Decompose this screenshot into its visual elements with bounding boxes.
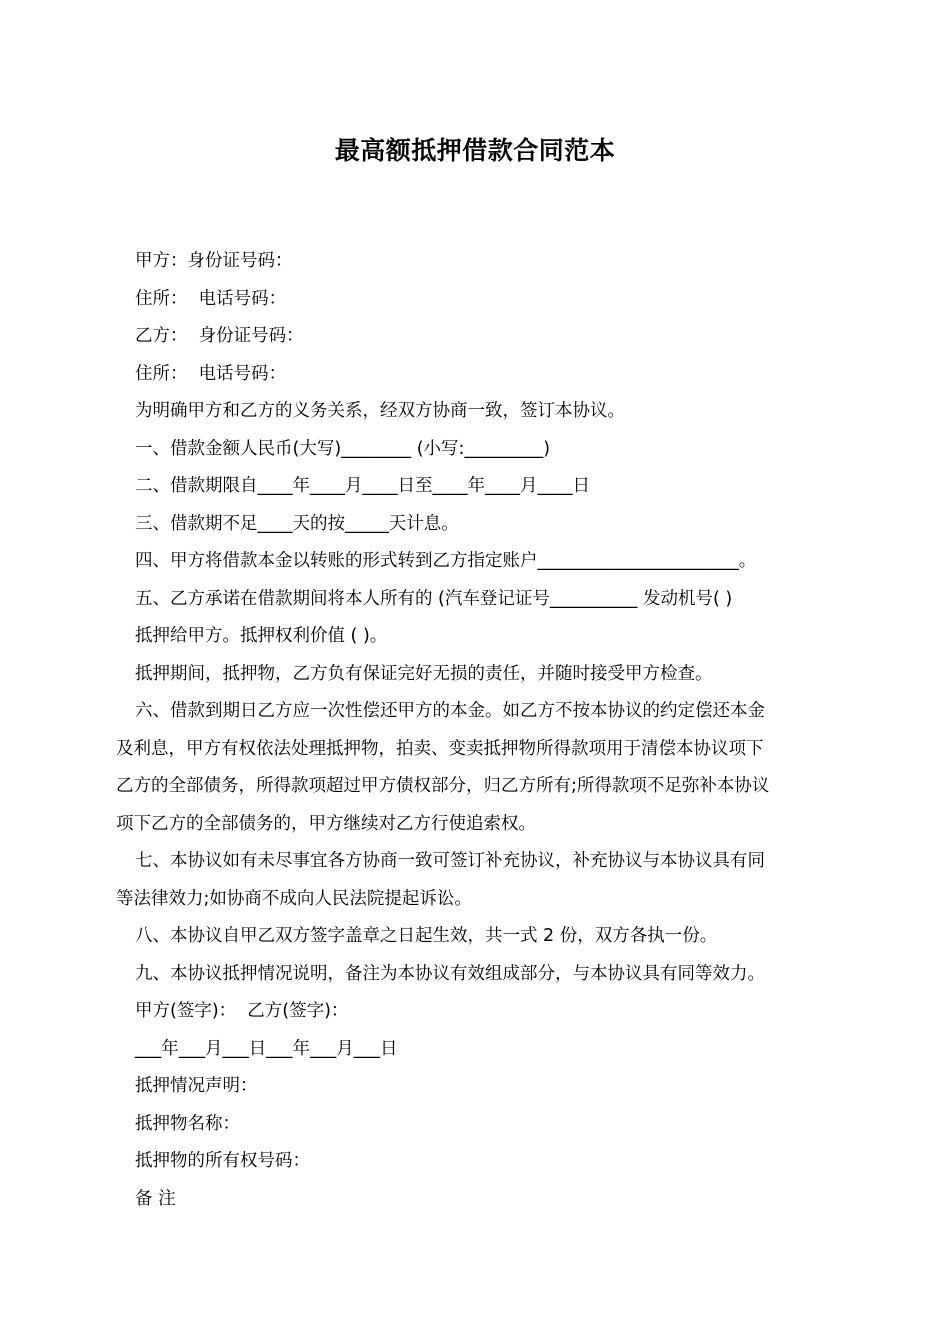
mortgage-item-name-line: 抵押物名称： [135, 1113, 240, 1134]
remarks-line: 备 注 [135, 1188, 176, 1209]
clause-9-line: 九、本协议抵押情况说明，备注为本协议有效组成部分，与本协议具有同等效力。 [135, 963, 765, 984]
date-line: ___年___月___日___年___月___日 [135, 1038, 398, 1059]
clause-6-line-1: 六、借款到期日乙方应一次性偿还甲方的本金。如乙方不按本协议的约定偿还本金 [135, 701, 765, 721]
party-a-id-line: 甲方：身份证号码： [135, 251, 293, 271]
clause-5-continuation-line: 抵押给甲方。抵押权利价值 ( )。 [135, 626, 388, 646]
document-body [116, 243, 834, 1218]
clause-8-line: 八、本协议自甲乙双方签字盖章之日起生效，共一式 2 份，双方各执一份。 [135, 926, 718, 946]
ownership-number-line: 抵押物的所有权号码： [135, 1151, 310, 1171]
mortgage-statement-heading: 抵押情况声明： [135, 1076, 258, 1096]
party-b-id-line: 乙方： 身份证号码： [135, 326, 304, 346]
mortgage-period-line: 抵押期间，抵押物，乙方负有保证完好无损的责任，并随时接受甲方检查。 [135, 663, 713, 684]
party-b-address-line: 住所： 电话号码： [135, 363, 287, 384]
clause-2-line: 二、借款期限自____年____月____日至____年____月____日 [135, 476, 590, 496]
clause-6-line-3: 乙方的全部债务，所得款项超过甲方债权部分，归乙方所有;所得款项不足弥补本协议 [116, 776, 770, 796]
clause-1-line: 一、借款金额人民币(大写)________ (小写:_________) [135, 438, 551, 459]
party-a-address-line: 住所： 电话号码： [135, 288, 287, 309]
clause-7-line-1: 七、本协议如有未尽事宜各方协商一致可签订补充协议，补充协议与本协议具有同 [135, 851, 765, 871]
signature-line: 甲方(签字)： 乙方(签字)： [135, 1001, 349, 1021]
clause-4-line: 四、甲方将借款本金以转账的形式转到乙方指定账户_______________________。 [135, 551, 757, 571]
document-title: 最高额抵押借款合同范本 [334, 136, 616, 165]
clause-7-line-2: 等法律效力;如协商不成向人民法院提起诉讼。 [116, 888, 472, 909]
clause-6-line-4: 项下乙方的全部债务的，甲方继续对乙方行使追索权。 [116, 813, 536, 834]
preamble-line: 为明确甲方和乙方的义务关系，经双方协商一致，签订本协议。 [135, 401, 625, 421]
clause-5-line: 五、乙方承诺在借款期间将本人所有的 (汽车登记证号__________ 发动机号( ) [135, 588, 733, 609]
clause-3-line: 三、借款期不足____天的按_____天计息。 [135, 513, 459, 534]
clause-6-line-2: 及利息，甲方有权依法处理抵押物，拍卖、变卖抵押物所得款项用于清偿本协议项下 [116, 738, 764, 759]
